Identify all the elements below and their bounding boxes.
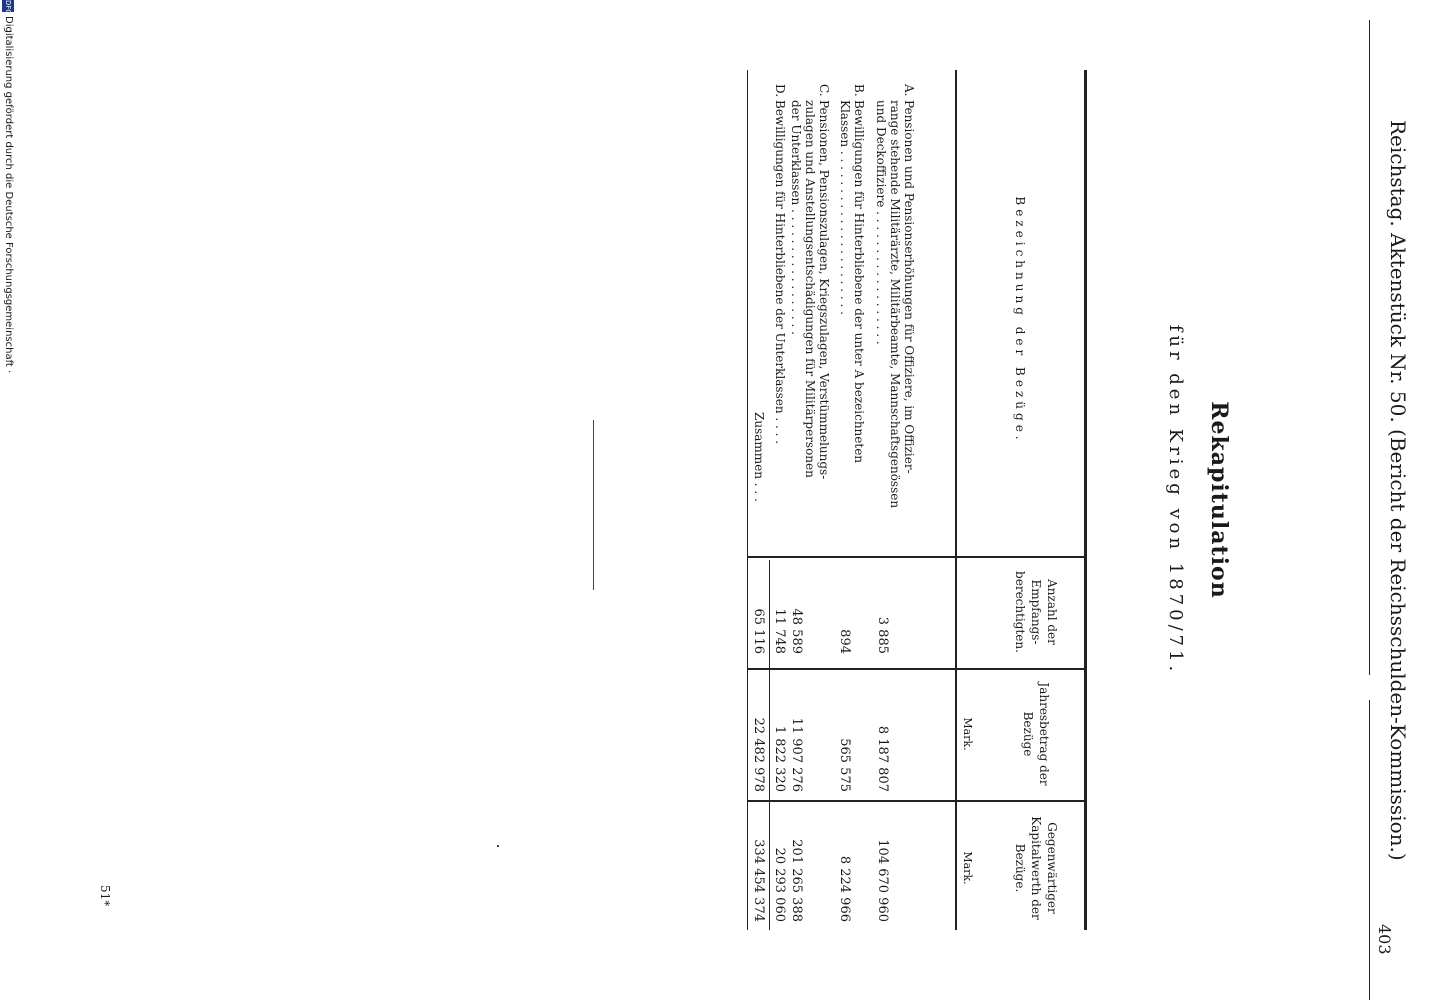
sum-rule bbox=[769, 560, 770, 930]
column-divider-3 bbox=[747, 800, 1087, 802]
header-annual: Jahresbetrag der Bezüge bbox=[1021, 682, 1051, 786]
row-d-line-1: Bewilligungen für Hinterbliebene der Unterklassen . . . . bbox=[773, 100, 787, 445]
row-c-count: 48 589 bbox=[789, 608, 804, 654]
row-b-line-2: Klassen . . . . . . . . . . . . . . . . . . . . . . bbox=[838, 100, 852, 315]
row-d-label: D. bbox=[773, 84, 787, 98]
row-a-count: 3 885 bbox=[875, 616, 890, 654]
row-c-line-2: zulagen und Anstellungsentschädigungen für Militärpersonen bbox=[803, 100, 817, 478]
row-b-count: 894 bbox=[837, 629, 852, 654]
row-a-line-1: Pensionen und Pensionserhöhungen für Offiziere, im Offizier- bbox=[902, 100, 916, 474]
total-annual: 22 482 978 bbox=[751, 717, 766, 792]
row-b-annual: 565 575 bbox=[837, 738, 852, 792]
row-c-line-1: Pensionen, Pensionszulagen, Kriegszulagen, Verstümmelungs- bbox=[817, 100, 831, 480]
row-c-capital: 201 265 388 bbox=[789, 839, 804, 922]
row-c-annual: 11 907 276 bbox=[789, 717, 804, 792]
unit-annual: Mark. bbox=[961, 717, 974, 751]
header-rule-right bbox=[1369, 700, 1370, 1000]
row-d-count: 11 748 bbox=[772, 608, 787, 654]
column-divider-2 bbox=[747, 668, 1087, 670]
signature-mark: 51* bbox=[98, 885, 112, 907]
unit-capital: Mark. bbox=[961, 851, 974, 885]
row-a-capital: 104 670 960 bbox=[875, 839, 890, 922]
footer-credit: Digitalisierung gefördert durch die Deutsche Forschungsgemeinschaft · bbox=[3, 16, 14, 374]
column-divider-1 bbox=[747, 556, 1087, 558]
row-c-label: C. bbox=[817, 84, 831, 97]
header-rule bbox=[1369, 20, 1370, 675]
row-b-capital: 8 224 966 bbox=[837, 855, 852, 922]
scan-speck bbox=[497, 845, 499, 847]
total-count: 65 116 bbox=[751, 608, 766, 654]
page-number: 403 bbox=[1375, 924, 1394, 955]
row-d-capital: 20 293 060 bbox=[772, 847, 787, 922]
row-a-line-3: und Deckoffiziere . . . . . . . . . . . . . . . . . . bbox=[874, 100, 888, 345]
header-designation: Bezeichnung der Bezüge. bbox=[1013, 196, 1027, 444]
header-count: Anzahl der Empfangs- berechtigten. bbox=[1013, 571, 1059, 653]
dfg-logo bbox=[2, 0, 14, 15]
total-capital: 334 454 374 bbox=[751, 839, 766, 922]
row-b-label: B. bbox=[852, 84, 866, 97]
header-capital: Gegenwärtiger Kapitalwerth der Bezüge. bbox=[1013, 816, 1059, 920]
row-a-line-2: range stehende Militärärzte, Militärbeamte, Mannschaftsgenössen bbox=[888, 100, 902, 509]
total-label: Zusammen . . . bbox=[752, 412, 766, 502]
page-subtitle: für den Krieg von 1870/71. bbox=[1165, 324, 1186, 676]
row-a-label: A. bbox=[902, 84, 916, 97]
row-c-line-3: der Unterklassen . . . . . . . . . . . . . . . . . bbox=[789, 100, 803, 335]
separator-line bbox=[593, 420, 594, 590]
row-b-line-1: Bewilligungen für Hinterbliebene der unter A bezeichneten bbox=[852, 100, 866, 464]
running-head: Reichstag. Aktenstück Nr. 50. (Bericht der Reichsschulden-Kommission.) bbox=[1386, 120, 1410, 861]
dfg-logo-text: DFG bbox=[4, 0, 12, 15]
row-a-annual: 8 187 807 bbox=[875, 725, 890, 792]
row-d-annual: 1 822 320 bbox=[772, 725, 787, 792]
page-title: Rekapitulation bbox=[1206, 401, 1232, 599]
